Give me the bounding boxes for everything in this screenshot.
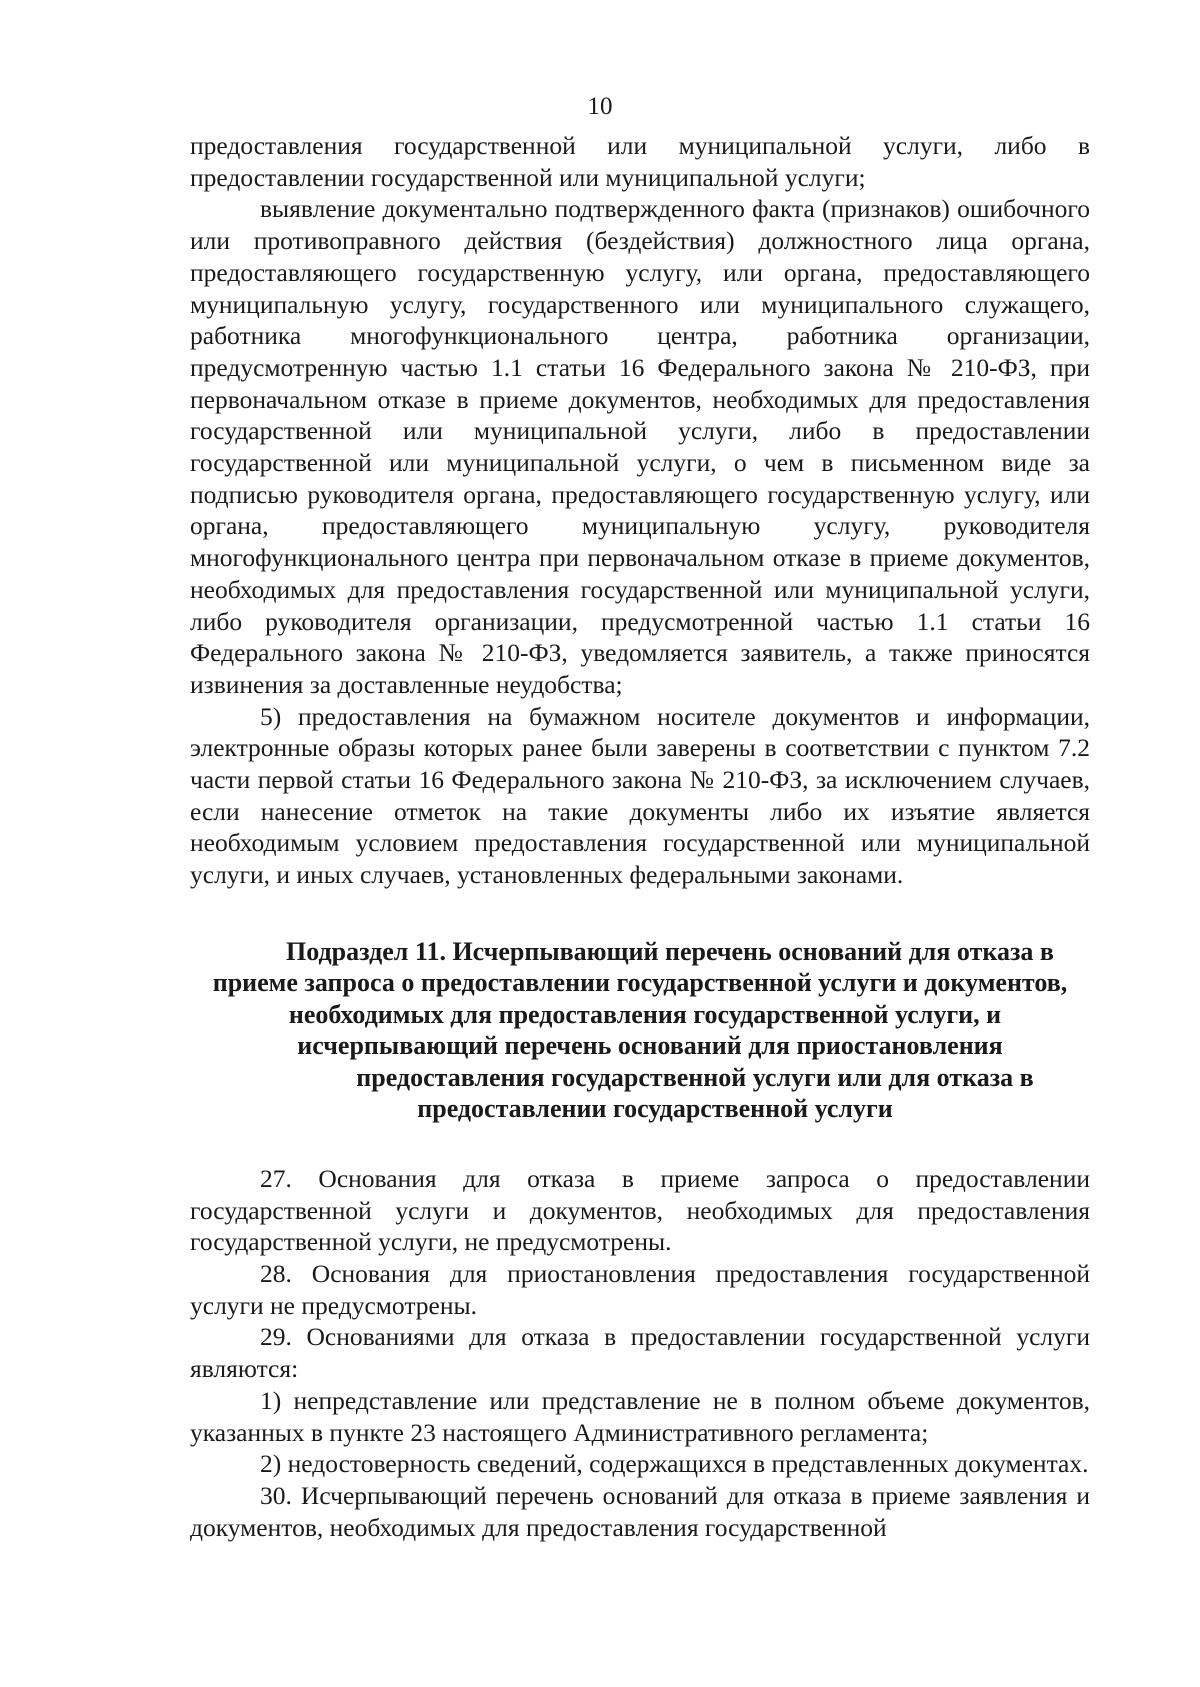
paragraph: выявление документально подтвержденного факта (признаков) ошибочного или противоправного действия (бездействия) должностного лица органа, предоставляющего государственную услугу, или органа, предоставляющего муниципальную услугу, государственного или муниципального служащего, работника многофункционального центра, работника организации, предусмотренную частью 1.1 статьи 16 Федерального закона № 210-ФЗ, при первоначальном отказе в приеме документов, необходимых для предоставления государственной или муниципальной услуги, либо в предоставлении государственной или муниципальной услуги, о чем в письменном виде за подписью руководителя органа, предоставляющего государственную услугу, или органа, предоставляющего муниципальную услугу, руководителя многофункционального центра при первоначальном отказе в приеме документов, необходимых для предоставления государственной или муниципальной услуги, либо руководителя организации, предусмотренной частью 1.1 статьи 16 Федерального закона № 210-ФЗ, уведомляется заявитель, а также приносятся извинения за доставленные неудобства; [190,194,1090,699]
paragraph: 27. Основания для отказа в приеме запроса о предоставлении государственной услуги и документов, необходимых для предоставления государственной услуги, не предусмотрены. [190,1163,1090,1257]
paragraph: 28. Основания для приостановления предоставления государственной услуги не предусмотрены. [190,1258,1090,1320]
paragraph-group-bottom [190,1163,1090,1543]
paragraph: 5) предоставления на бумажном носителе документов и информации, электронные образы которых ранее были заверены в соответствии с пунктом 7.2 части первой статьи 16 Федерального закона № 210-ФЗ, за исключением случаев, если нанесение отметок на такие документы либо их изъятие является необходимым условием предоставления государственной или муниципальной услуги, и иных случаев, установленных федеральными законами. [190,701,1090,890]
heading-line: предоставления государственной услуги или для отказа в [356,1062,1034,1092]
paragraph: 1) непредставление или представление не в полном объеме документов, указанных в пункте 23 настоящего Административного регламента; [190,1385,1090,1447]
document-body [190,130,1090,1543]
paragraph: 2) недостоверность сведений, содержащихся в представленных документах. [260,1449,1089,1479]
heading-line: приеме запроса о предоставлении государственной услуги и документов, [212,968,1068,998]
heading-line: необходимых для предоставления государственной услуги, и [288,999,1002,1029]
paragraph: 29. Основаниями для отказа в предоставлении государственной услуги являются: [190,1322,1090,1384]
heading-line: Подраздел 11. Исчерпывающий перечень оснований для отказа в [286,936,1054,966]
paragraph-group-top [190,130,1090,891]
heading-line: исчерпывающий перечень оснований для приостановления [297,1031,1003,1061]
paragraph: предоставления государственной или муниципальной услуги, либо в предоставлении государственной или муниципальной услуги; [190,131,1090,192]
paragraph: 30. Исчерпывающий перечень оснований для отказа в приеме заявления и документов, необходимых для предоставления государственной [190,1480,1090,1542]
heading-line: предоставлении государственной услуги [417,1094,893,1124]
section-heading [190,936,1090,1125]
page-number: 10 [587,93,613,120]
